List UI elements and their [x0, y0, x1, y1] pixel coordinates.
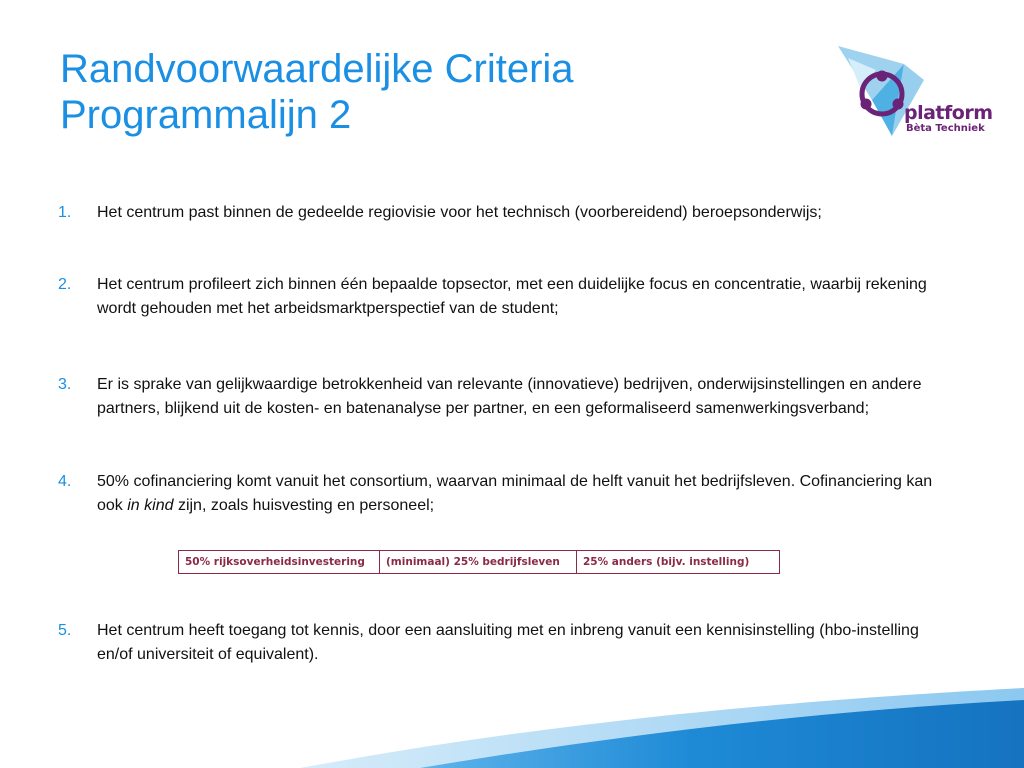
title-line-2: Programmalijn 2 — [60, 93, 352, 137]
logo-line-2: Bèta Techniek — [906, 123, 985, 134]
criterion-text: Er is sprake van gelijkwaardige betrokkenheid van relevante (innovatieve) bedrijven, onderwijsinstellingen en andere partners, blijkend uit de kosten- en batenanalyse per partner, en een geformaliseerd samenwerkingsverband; — [97, 376, 922, 417]
criterion-text: Het centrum past binnen de gedeelde regiovisie voor het technisch (voorbereidend) beroepsonderwijs; — [97, 204, 822, 221]
criterion-number: 3. — [58, 376, 72, 393]
title-line-1: Randvoorwaardelijke Criteria — [60, 47, 574, 91]
criterion-text-before: 50% cofinanciering komt vanuit het consortium, waarvan minimaal de helft vanuit het bedrijfsleven. Cofinanciering kan ook — [97, 473, 933, 514]
criterion-text-after: zijn, zoals huisvesting en personeel; — [173, 497, 435, 514]
criterion-number: 1. — [58, 204, 72, 221]
criterion-text-italic: in kind — [127, 497, 174, 514]
criterion-text — [97, 470, 957, 518]
criterion-text: Het centrum profileert zich binnen één bepaalde topsector, met een duidelijke focus en concentratie, waarbij rekening wordt gehouden met het arbeidsmarktperspectief van de student; — [97, 276, 927, 317]
funding-cell-other: 25% anders (bijv. instelling) — [577, 551, 780, 574]
criterion-number: 2. — [58, 276, 72, 293]
criterion-text: Het centrum heeft toegang tot kennis, door een aansluiting met en inbreng vanuit een kennisinstelling (hbo-instelling en/of universiteit of equivalent). — [97, 622, 919, 663]
funding-cell-business: (minimaal) 25% bedrijfsleven — [380, 551, 577, 574]
criterion-number: 5. — [58, 622, 72, 639]
funding-table — [178, 550, 780, 574]
funding-row — [179, 551, 780, 574]
criterion-number: 4. — [58, 473, 72, 490]
slide-title — [60, 46, 574, 138]
logo-line-1: platform — [904, 102, 993, 124]
funding-cell-government: 50% rijksoverheidsinvestering — [179, 551, 380, 574]
logo-wordmark — [904, 104, 993, 134]
